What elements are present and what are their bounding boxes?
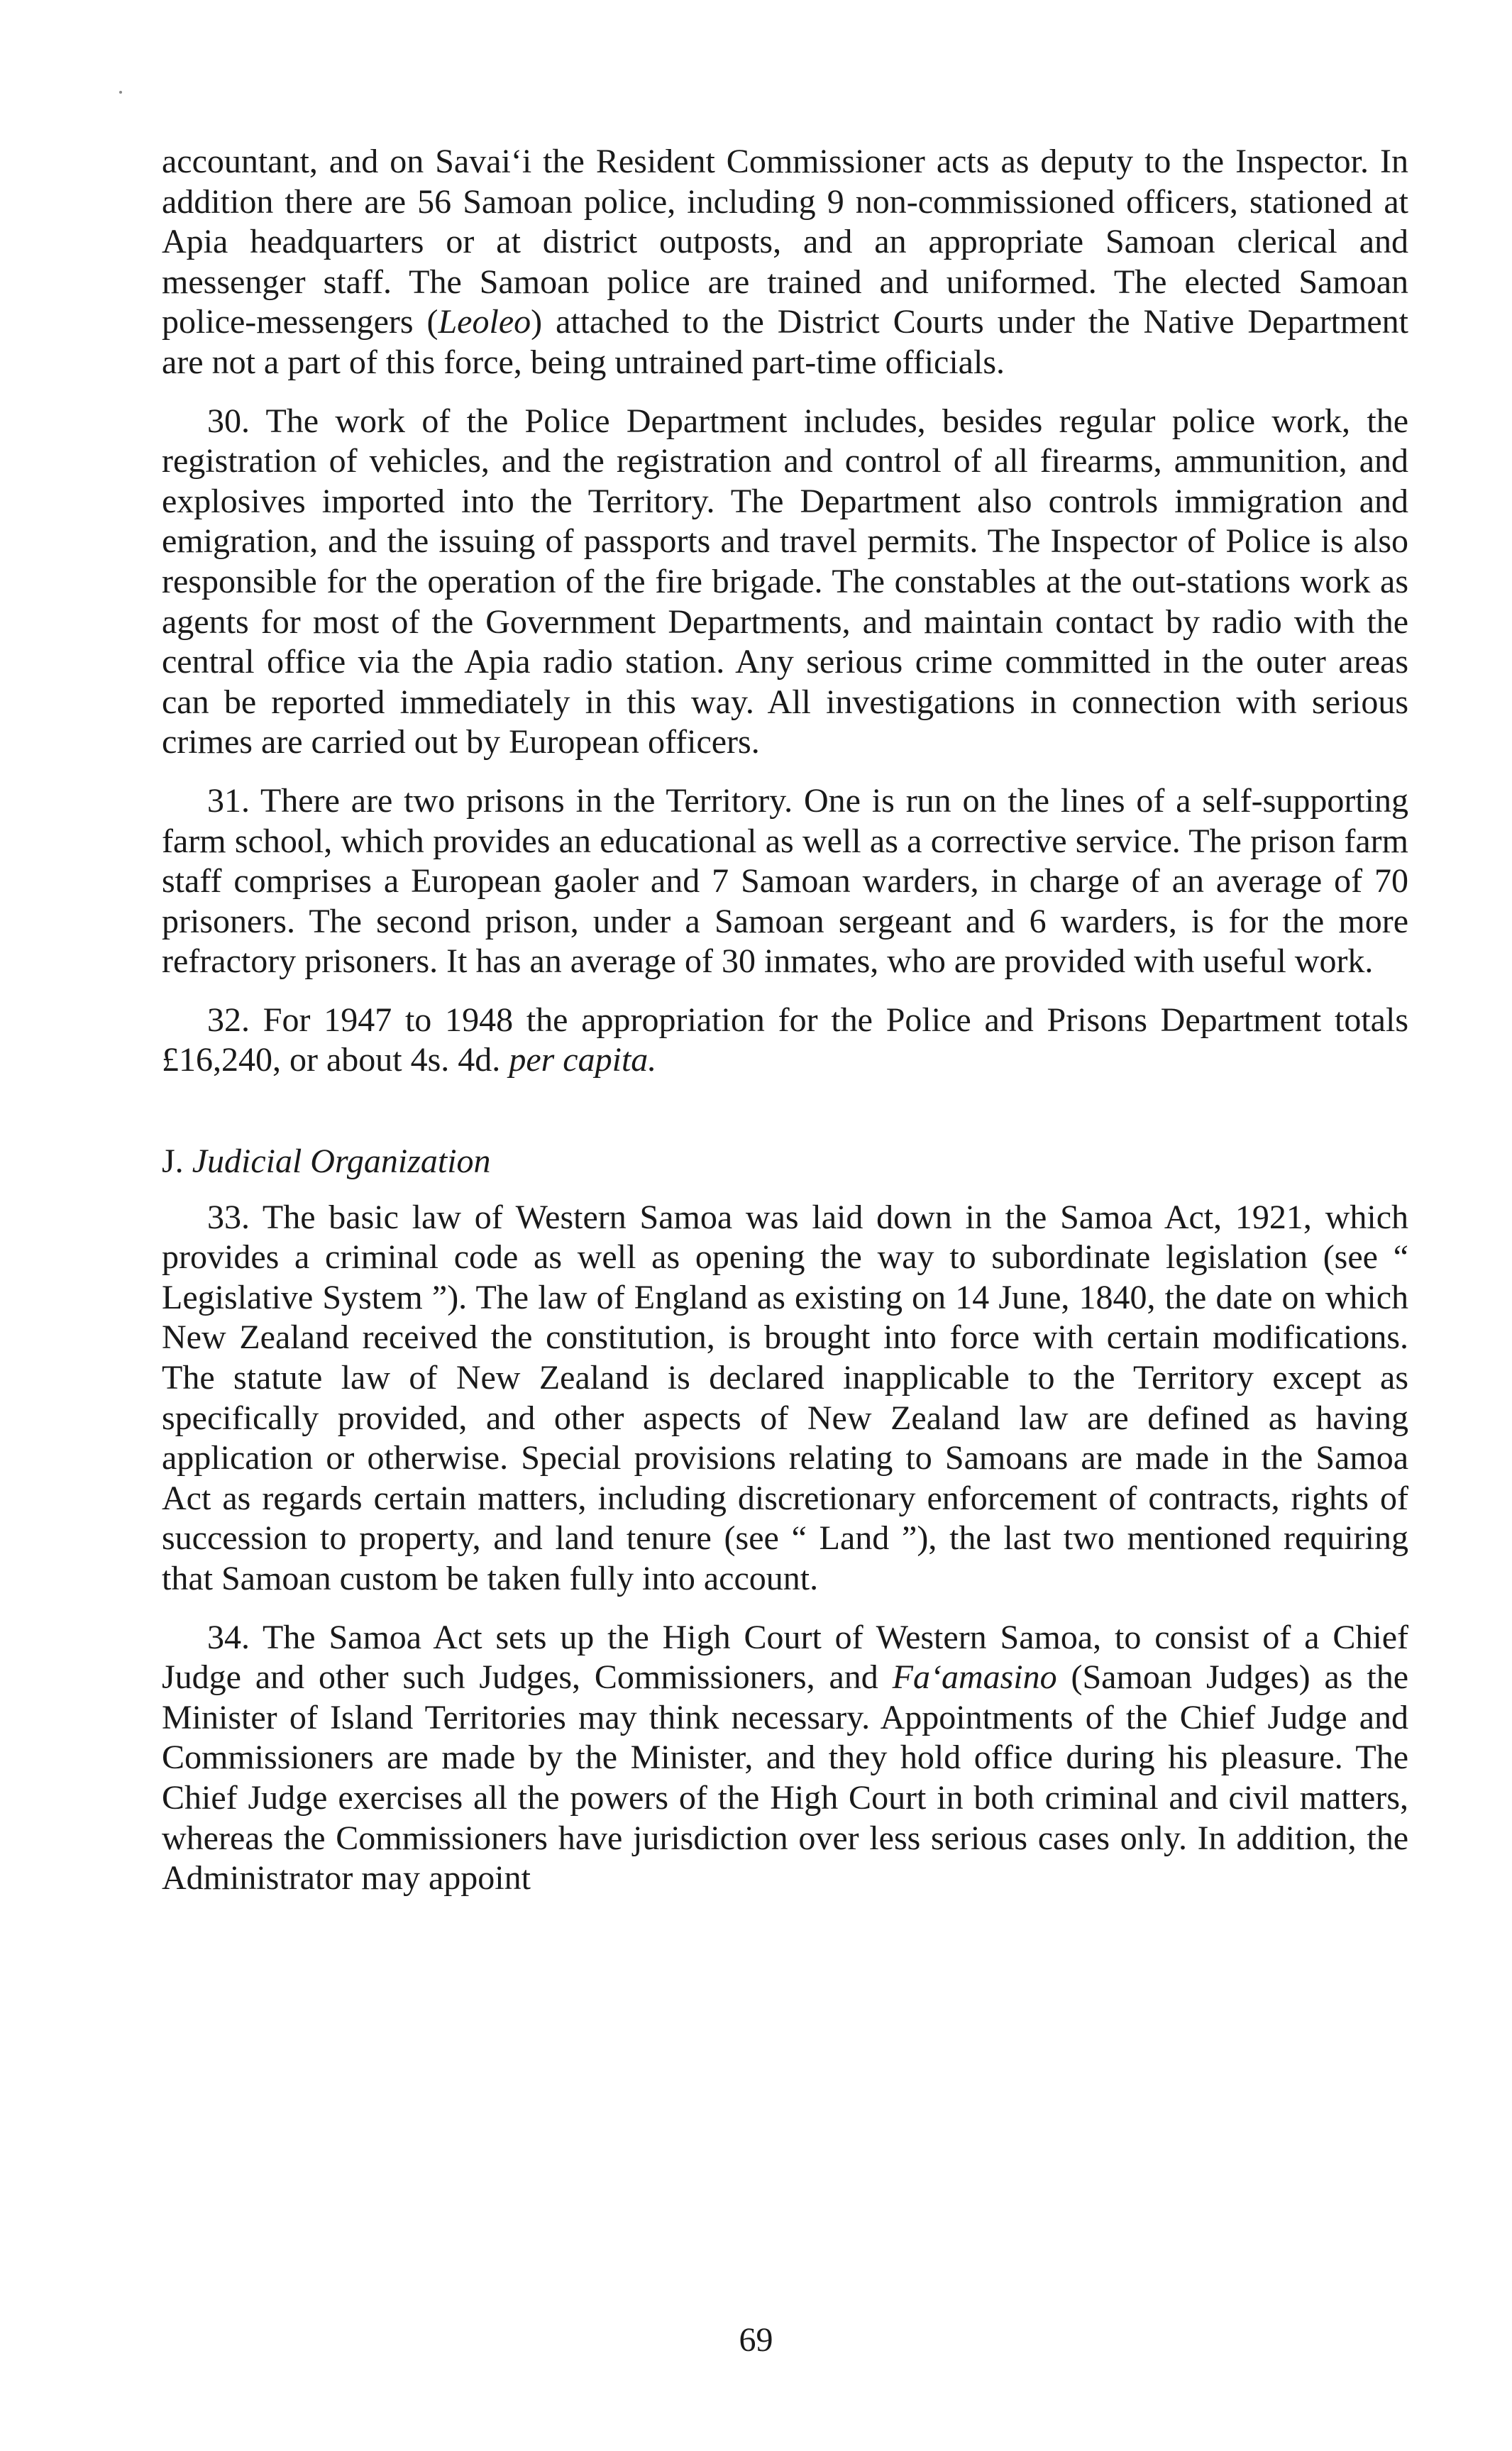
paragraph-text: accountant, and on Savai‘i the Resident Commissioner acts as deputy to the Inspector. In addition there are 56 Samoan police, including 9 non-commissioned officers, stationed at Apia headquarters or at district outposts, and an appropriate Samoan clerical and messenger staff. The Samoan police are trained and uniformed. The elected Samoan police-messengers (: [162, 143, 1408, 341]
paragraph-32: [162, 1001, 1408, 1081]
paragraph-italic-term: per capita.: [509, 1041, 657, 1079]
page-number: 69: [739, 2321, 773, 2359]
paragraph-30: [162, 402, 1408, 763]
stray-dot-mark: [119, 91, 122, 94]
document-page: [162, 142, 1408, 1899]
section-title: Judicial Organization: [192, 1142, 491, 1181]
paragraph-text: 30. The work of the Police Department includes, besides regular police work, the registration of vehicles, and the registration and control of all firearms, ammunition, and explosives imported into the Territory. The Department also controls immigration and emigration, and the issuing of passports and travel permits. The Inspector of Police is also responsible for the operation of the fire brigade. The constables at the out-stations work as agents for most of the Government Departments, and maintain contact by radio with the central office via the Apia radio station. Any serious crime committed in the outer areas can be reported immediately in this way. All investigations in connection with serious crimes are carried out by European officers.: [162, 402, 1408, 761]
paragraph-34: [162, 1618, 1408, 1899]
paragraph-text: (Samoan Judges) as the Minister of Island Territories may think necessary. Appointments of the Chief Judge and Commissioners are made by the Minister, and they hold office during his pleasure. The Chief Judge exercises all the powers of the High Court in both criminal and civil matters, whereas the Commissioners have jurisdiction over less serious cases only. In addition, the Administrator may appoint: [162, 1658, 1408, 1898]
section-letter: J.: [162, 1142, 184, 1181]
paragraph-text: 32. For 1947 to 1948 the appropriation for the Police and Prisons Department totals £16,240, or about 4s. 4d.: [162, 1001, 1408, 1079]
section-heading: [162, 1142, 1408, 1182]
paragraph-29-continued: [162, 142, 1408, 383]
paragraph-31: [162, 781, 1408, 982]
paragraph-text: 33. The basic law of Western Samoa was laid down in the Samoa Act, 1921, which provides a criminal code as well as opening the way to subordinate legislation (see “ Legislative System ”). The law of England as existing on 14 June, 1840, the date on which New Zealand received the constitution, is brought into force with certain modifications. The statute law of New Zealand is declared inapplicable to the Territory except as specifically provided, and other aspects of New Zealand law are defined as having application or otherwise. Special provisions relating to Samoans are made in the Samoa Act as regards certain matters, including discretionary enforcement of contracts, rights of succession to property, and land tenure (see “ Land ”), the last two mentioned requiring that Samoan custom be taken fully into account.: [162, 1198, 1408, 1597]
paragraph-italic-term: Leoleo: [438, 303, 531, 341]
paragraph-text: 34. The Samoa Act sets up the High Court of Western Samoa, to consist of a Chief Judge and other such Judges, Commissioners, and: [162, 1618, 1408, 1697]
paragraph-italic-term: Fa‘amasino: [892, 1658, 1057, 1697]
paragraph-text: ) attached to the District Courts under the Native Department are not a part of this force, being untrained part-time officials.: [162, 303, 1408, 381]
paragraph-33: [162, 1198, 1408, 1599]
paragraph-text: 31. There are two prisons in the Territory. One is run on the lines of a self-supporting farm school, which provides an educational as well as a corrective service. The prison farm staff comprises a European gaoler and 7 Samoan warders, in charge of an average of 70 prisoners. The second prison, under a Samoan sergeant and 6 warders, is for the more refractory prisoners. It has an average of 30 inmates, who are provided with useful work.: [162, 781, 1408, 981]
